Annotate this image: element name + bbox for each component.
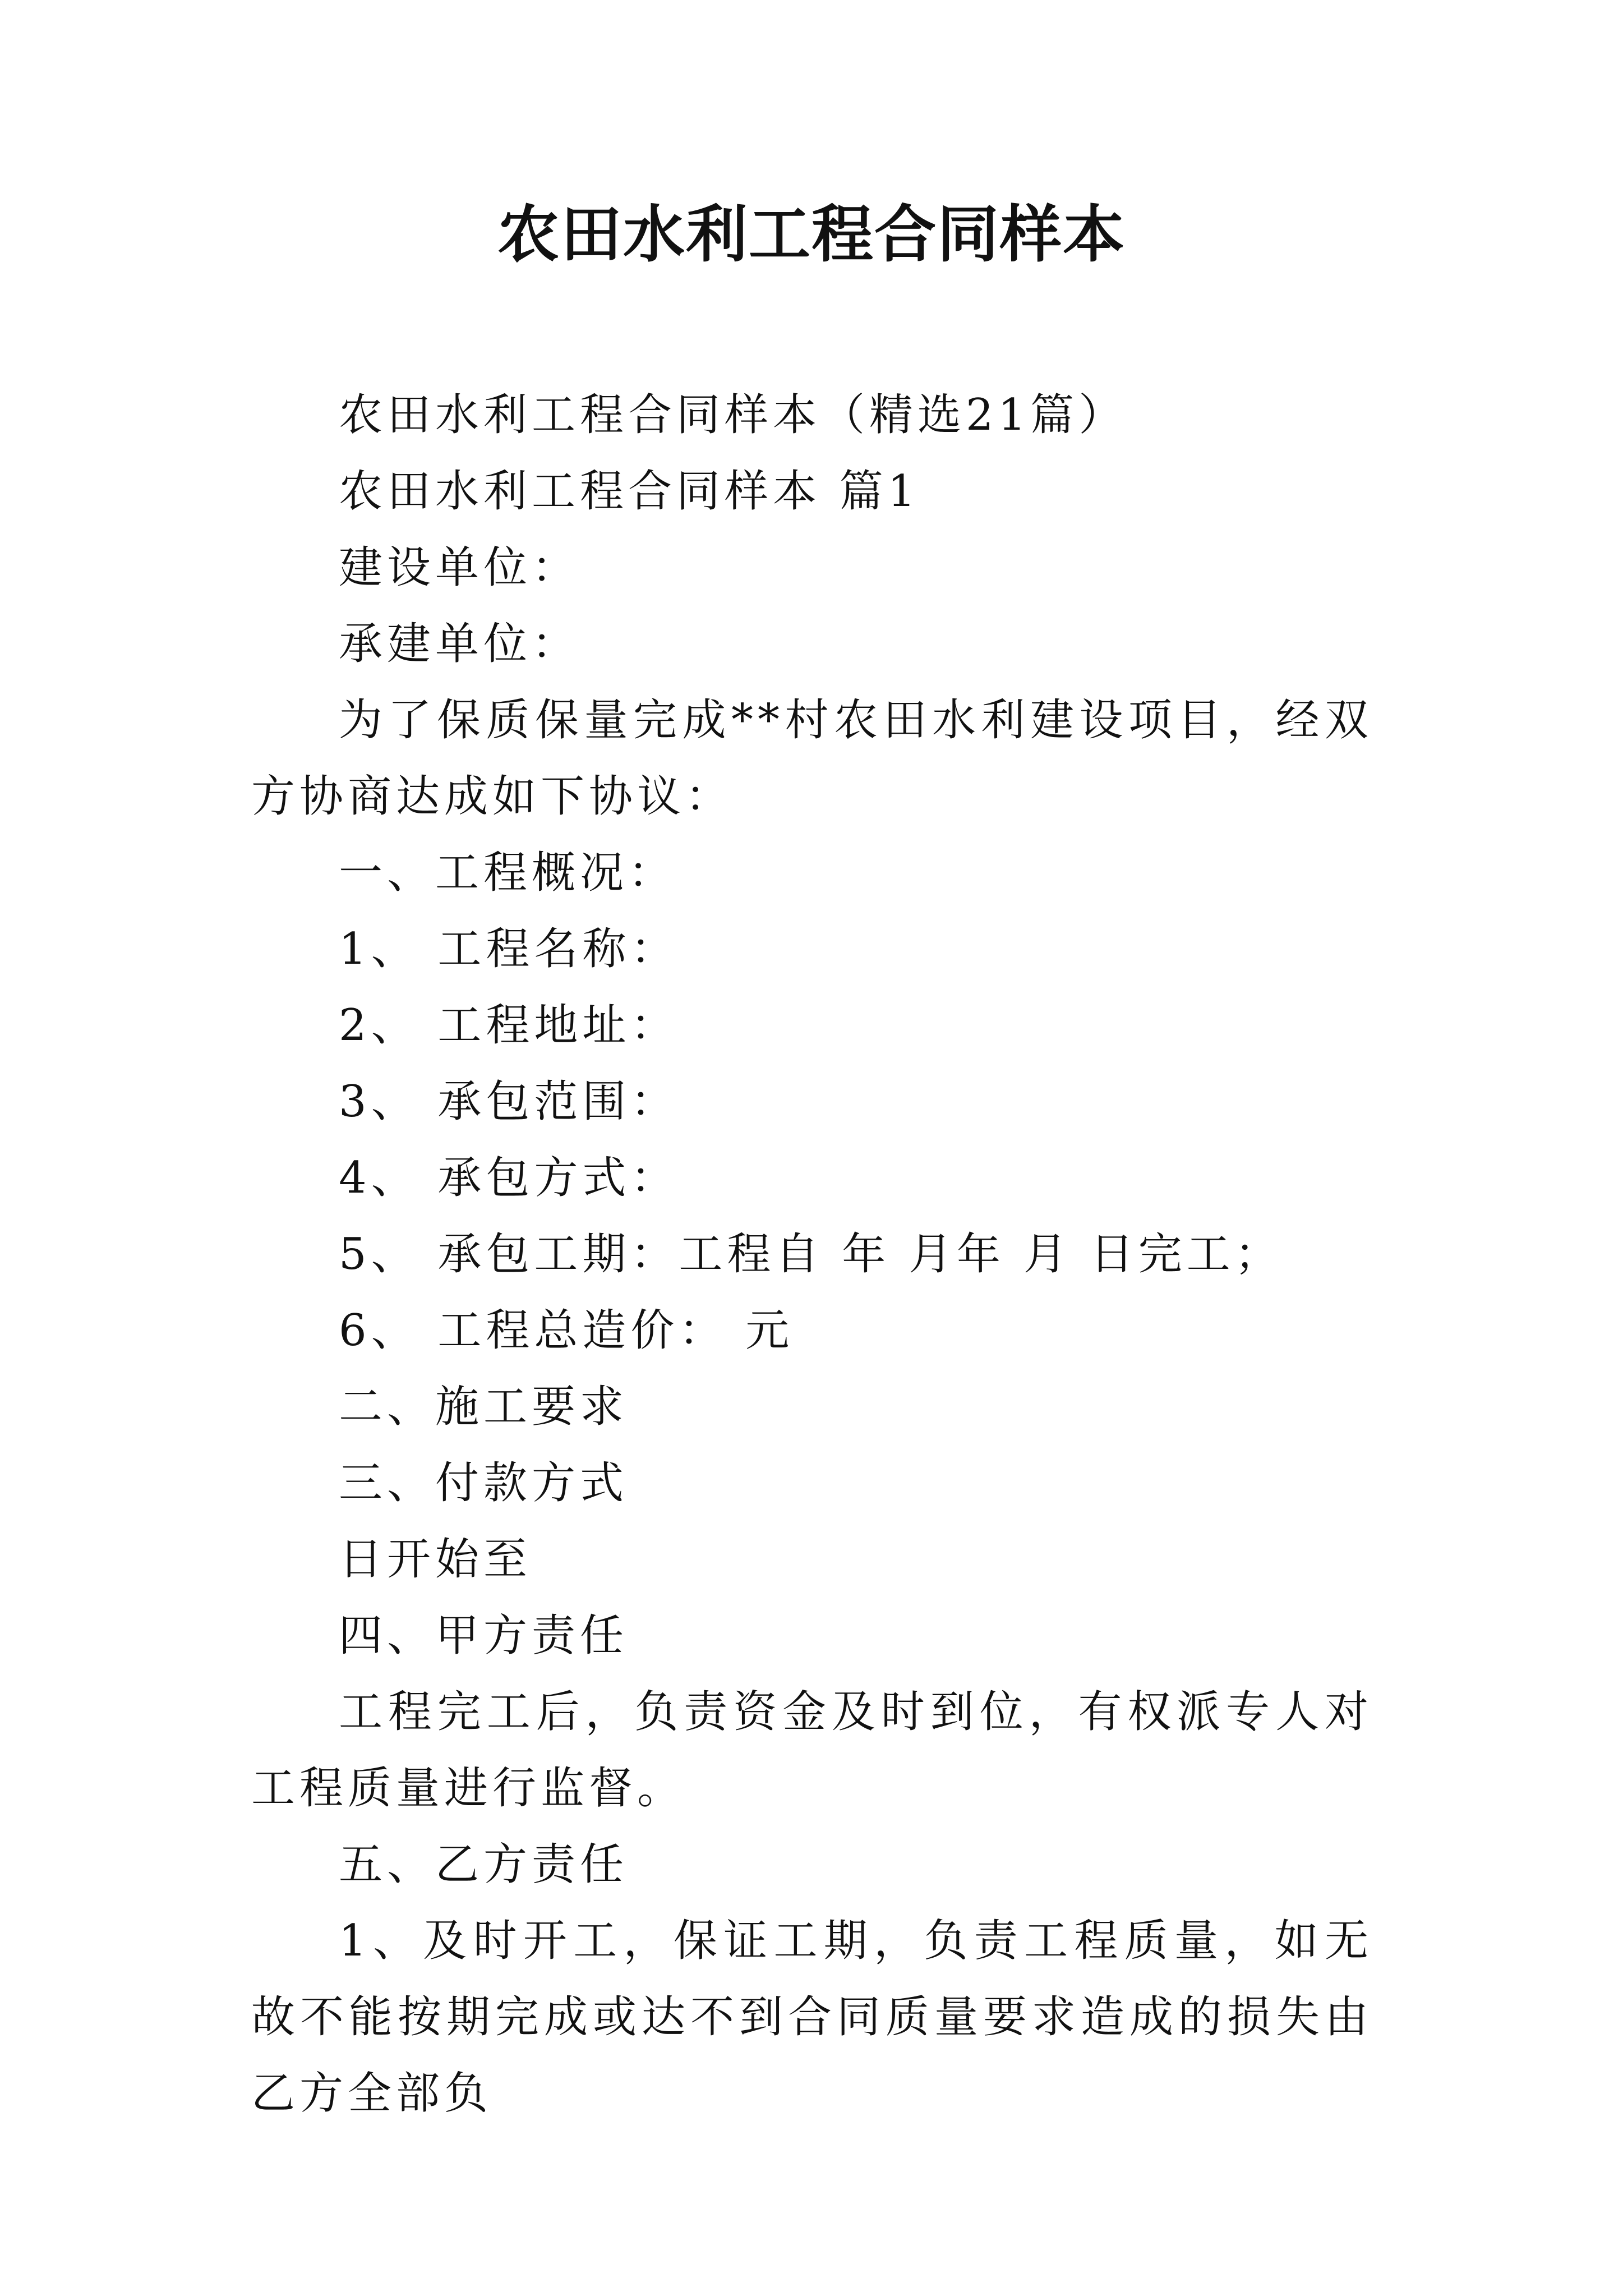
paragraph-project-name: 1、 工程名称： bbox=[339, 924, 679, 974]
paragraph-section-heading: 农田水利工程合同样本 篇1 bbox=[339, 466, 920, 517]
paragraph-contract-method: 4、 承包方式： bbox=[339, 1153, 679, 1203]
document-body bbox=[251, 377, 1373, 2132]
paragraph-subtitle: 农田水利工程合同样本（精选21篇） bbox=[339, 390, 1127, 440]
paragraph-party-a-duties: 工程完工后，负责资金及时到位，有权派专人对工程质量进行监督。 bbox=[251, 1687, 1373, 1814]
paragraph-start-date: 日开始至 bbox=[339, 1534, 532, 1585]
paragraph-total-cost: 6、 工程总造价： 元 bbox=[339, 1305, 794, 1356]
paragraph-agreement-intro: 为了保质保量完成**村农田水利建设项目，经双方协商达成如下协议： bbox=[251, 695, 1373, 822]
paragraph-party-b-heading: 五、乙方责任 bbox=[339, 1839, 629, 1890]
paragraph-payment-method: 三、付款方式 bbox=[339, 1458, 629, 1508]
paragraph-construction-requirements: 二、施工要求 bbox=[339, 1382, 629, 1432]
paragraph-project-address: 2、 工程地址： bbox=[339, 1000, 679, 1051]
paragraph-party-a-heading: 四、甲方责任 bbox=[339, 1611, 629, 1661]
paragraph-party-b-duties: 1、及时开工，保证工期，负责工程质量，如无故不能按期完成或达不到合同质量要求造成的损失由乙方全部负 bbox=[251, 1916, 1373, 2119]
paragraph-project-overview: 一、工程概况： bbox=[339, 848, 677, 898]
document-title: 农田水利工程合同样本 bbox=[497, 198, 1126, 270]
paragraph-construction-unit: 建设单位： bbox=[339, 542, 580, 593]
paragraph-contractor-unit: 承建单位： bbox=[339, 619, 580, 669]
paragraph-contract-period: 5、 承包工期：工程自 年 月年 月 日完工； bbox=[339, 1229, 1283, 1280]
paragraph-contract-scope: 3、 承包范围： bbox=[339, 1076, 679, 1127]
